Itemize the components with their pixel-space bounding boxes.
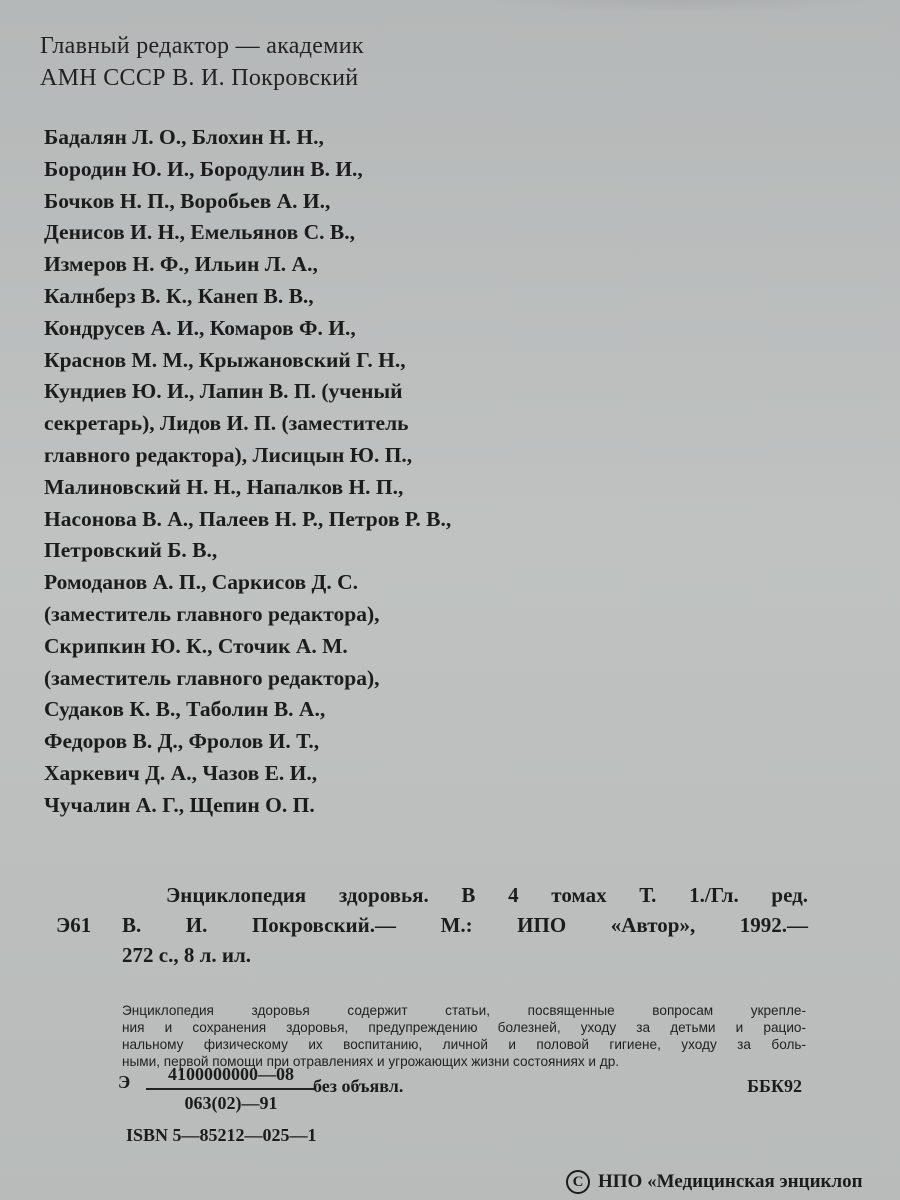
chief-editor-line-2: АМН СССР В. И. Покровский — [40, 65, 359, 91]
editorial-board-list — [44, 122, 451, 822]
board-line: (заместитель главного редактора), — [44, 601, 380, 626]
citation-line-1: Энциклопедия здоровья. В 4 томах Т. 1./Гл. ред. — [166, 883, 808, 907]
annotation-line: Энциклопедия здоровья содержит статьи, посвященные вопросам укрепле- — [122, 1003, 806, 1018]
board-line: Кундиев Ю. И., Лапин В. П. (ученый — [44, 379, 403, 404]
classification-code: Э61 — [56, 913, 92, 937]
board-line: Калнберз В. К., Канеп В. В., — [44, 283, 314, 308]
copyright-line — [566, 1170, 863, 1194]
board-line: (заместитель главного редактора), — [44, 665, 380, 690]
board-line: Федоров В. Д., Фролов И. Т., — [44, 729, 320, 754]
citation-row-1 — [56, 880, 816, 910]
board-line: Краснов М. М., Крыжановский Г. Н., — [44, 347, 406, 372]
index-denominator: 063(02)—91 — [184, 1093, 278, 1113]
board-line: Денисов И. Н., Емельянов С. В., — [44, 220, 355, 245]
annotation-line: ния и сохранения здоровья, предупреждению болезней, уходу за детьми и рацио- — [122, 1020, 806, 1035]
index-prefix: Э — [118, 1072, 131, 1092]
board-line: Бочков Н. П., Воробьев А. И., — [44, 188, 331, 213]
board-line: Насонова В. А., Палеев Н. Р., Петров Р. В., — [44, 506, 452, 531]
board-line: секретарь), Лидов И. П. (заместитель — [44, 411, 409, 436]
publication-index-block — [118, 1062, 808, 1132]
board-line: Бородин Ю. И., Бородулин В. И., — [44, 156, 363, 181]
annotation-line: ными, первой помощи при отравлениях и угрожающих жизни состояниях и др. — [122, 1054, 620, 1069]
bbk-code: ББК92 — [747, 1076, 802, 1096]
board-line: Бадалян Л. О., Блохин Н. Н., — [44, 125, 324, 149]
index-fraction — [146, 1062, 316, 1116]
isbn-number: ISBN 5—85212—025—1 — [126, 1125, 317, 1145]
board-line: Чучалин А. Г., Щепин О. П. — [44, 792, 315, 817]
citation-row-2 — [56, 910, 816, 940]
board-line: Измеров Н. Ф., Ильин Л. А., — [44, 252, 318, 277]
annotation-paragraph — [122, 1002, 806, 1070]
board-line: Судаков К. В., Таболин В. А., — [44, 697, 326, 722]
board-line: Харкевич Д. А., Чазов Е. И., — [44, 760, 318, 785]
copyright-icon: C — [566, 1170, 590, 1194]
citation-line-3: 272 с., 8 л. ил. — [122, 943, 251, 967]
citation-row-3 — [56, 940, 816, 970]
index-numerator: 4100000000—08 — [146, 1062, 316, 1090]
annotation-line: нальному физическому их воспитанию, личной и половой гигиене, уходу за боль- — [122, 1037, 806, 1052]
index-note: без объявл. — [313, 1076, 404, 1096]
copyright-text: НПО «Медицинская энциклоп — [598, 1171, 863, 1192]
board-line: Петровский Б. В., — [44, 538, 218, 563]
chief-editor-line-1: Главный редактор — академик — [40, 33, 364, 59]
bleed-through-shadow — [470, 0, 890, 14]
board-line: главного редактора), Лисицын Ю. П., — [44, 442, 413, 467]
board-line: Малиновский Н. Н., Напалков Н. П., — [44, 474, 404, 499]
board-line: Скрипкин Ю. К., Сточик А. М. — [44, 633, 348, 658]
bibliographic-citation — [56, 880, 816, 970]
citation-line-2: В. И. Покровский.— М.: ИПО «Автор», 1992.— — [122, 913, 808, 937]
board-line: Ромоданов А. П., Саркисов Д. С. — [44, 570, 358, 595]
board-line: Кондрусев А. И., Комаров Ф. И., — [44, 315, 356, 340]
chief-editor-block — [40, 30, 364, 94]
